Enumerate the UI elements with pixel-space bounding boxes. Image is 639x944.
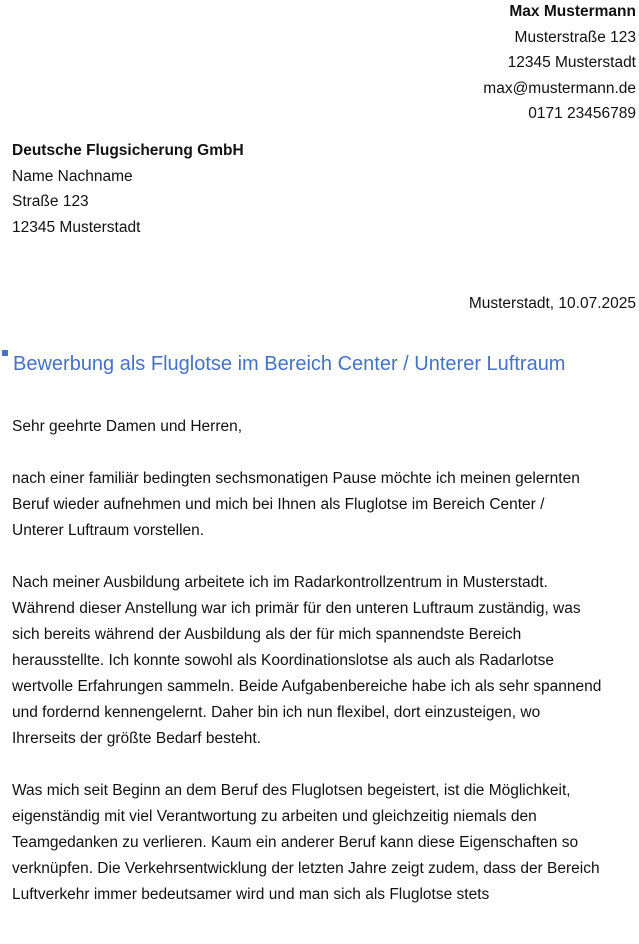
salutation: Sehr geehrte Damen und Herren, — [12, 418, 243, 435]
paragraph-line: Teamgedanken zu verlieren. Kaum ein anderer Beruf kann diese Eigenschaften so — [12, 834, 579, 851]
sender-address-block — [483, 0, 636, 127]
paragraph-line: Beruf wieder aufnehmen und mich bei Ihnen als Fluglotse im Bereich Center / — [12, 496, 545, 513]
sender-street: Musterstraße 123 — [514, 28, 636, 46]
paragraph-line: Unterer Luftraum vorstellen. — [12, 522, 205, 539]
letter-subject: Bewerbung als Fluglotse im Bereich Center / Unterer Luftraum — [13, 353, 566, 375]
paragraph-motivation — [12, 778, 638, 908]
recipient-street: Straße 123 — [12, 193, 89, 210]
paragraph-intro — [12, 466, 638, 544]
paragraph-line: wertvolle Erfahrungen sammeln. Beide Aufgabenbereiche habe ich als sehr spannend — [12, 678, 602, 695]
paragraph-line: verknüpfen. Die Verkehrsentwicklung der letzten Jahre zeigt zudem, dass der Bereich — [12, 860, 600, 877]
paragraph-line: Luftverkehr immer bedeutsamer wird und man sich als Fluglotse stets — [12, 886, 490, 903]
sender-email: max@mustermann.de — [483, 79, 636, 97]
paragraph-line: Was mich seit Beginn an dem Beruf des Fluglotsen begeistert, ist die Möglichkeit, — [12, 782, 571, 799]
heading-marker-icon — [2, 350, 8, 356]
paragraph-line: Ihrerseits der größte Bedarf besteht. — [12, 730, 261, 747]
letter-body — [12, 414, 638, 934]
recipient-company: Deutsche Flugsicherung GmbH — [12, 142, 244, 159]
paragraph-line: herausstellte. Ich konnte sowohl als Koordinationslotse als auch als Radarlotse — [12, 652, 554, 669]
sender-name: Max Mustermann — [509, 3, 636, 20]
recipient-name: Name Nachname — [12, 167, 133, 185]
paragraph-line: und fordernd kennengelernt. Daher bin ich nun flexibel, dort einzusteigen, wo — [12, 704, 541, 721]
paragraph-line: nach einer familiär bedingten sechsmonatigen Pause möchte ich meinen gelernten — [12, 470, 580, 487]
paragraph-experience — [12, 570, 638, 752]
letter-date: Musterstadt, 10.07.2025 — [468, 295, 636, 312]
recipient-address-block — [12, 138, 244, 240]
paragraph-line: eigenständig mit viel Verantwortung zu arbeiten und gleichzeitig niemals den — [12, 808, 537, 825]
paragraph-line: Nach meiner Ausbildung arbeitete ich im Radarkontrollzentrum in Musterstadt. — [12, 574, 548, 591]
sender-city: 12345 Musterstadt — [507, 54, 636, 71]
recipient-city: 12345 Musterstadt — [12, 218, 141, 236]
paragraph-line: sich bereits während der Ausbildung als der für mich spannendste Bereich — [12, 626, 522, 643]
sender-phone: 0171 23456789 — [528, 105, 636, 122]
paragraph-line: Während dieser Anstellung war ich primär für den unteren Luftraum zuständig, was — [12, 600, 581, 617]
